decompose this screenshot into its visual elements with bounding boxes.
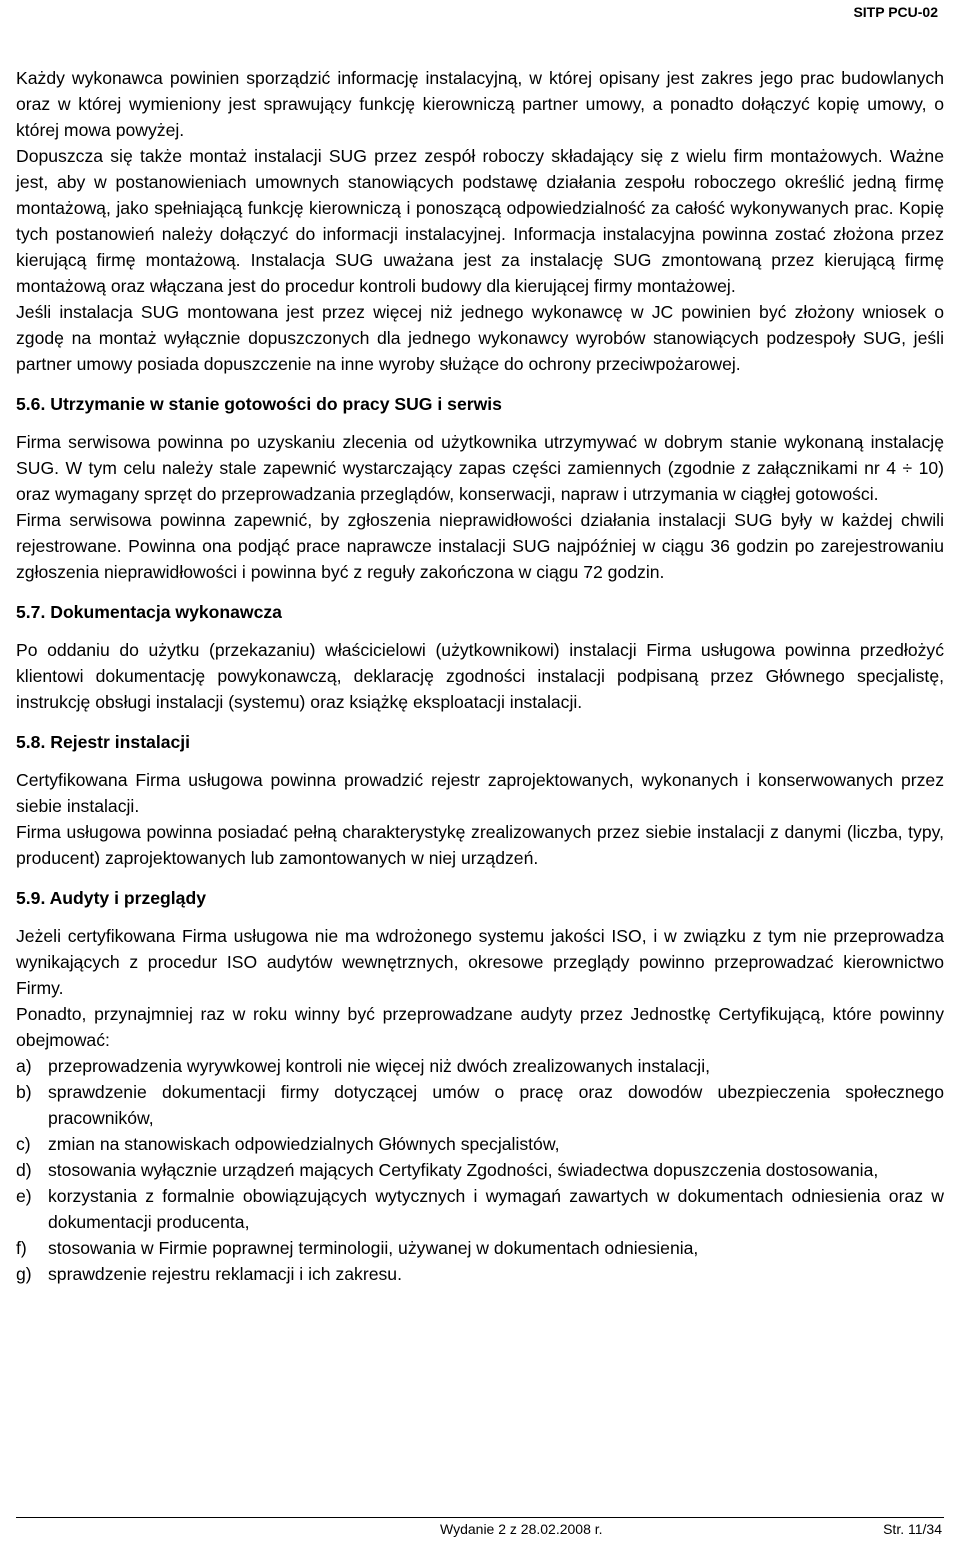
list-item bbox=[16, 1131, 944, 1157]
list-item-text: przeprowadzenia wyrywkowej kontroli nie więcej niż dwóch zrealizowanych instalacji, bbox=[48, 1056, 711, 1076]
list-item-label: g) bbox=[16, 1264, 32, 1284]
list-item-text: sprawdzenie dokumentacji firmy dotyczącej umów o pracę oraz dowodów ubezpieczenia społecznego pracowników, bbox=[48, 1082, 944, 1128]
list-item bbox=[16, 1261, 944, 1287]
paragraph: Firma serwisowa powinna po uzyskaniu zlecenia od użytkownika utrzymywać w dobrym stanie wykonaną instalację SUG. W tym celu należy stale zapewnić wystarczający zapas części zamiennych (zgodnie z załącznikami nr 4 ÷ 10) oraz wymagany sprzęt do przeprowadzania przeglądów, konserwacji, napraw i utrzymania w ciągłej gotowości. bbox=[16, 432, 944, 504]
list-item-label: a) bbox=[16, 1056, 32, 1076]
list-item bbox=[16, 1157, 944, 1183]
list-item-text: sprawdzenie rejestru reklamacji i ich zakresu. bbox=[48, 1264, 402, 1284]
paragraph: Po oddaniu do użytku (przekazaniu) właścicielowi (użytkownikowi) instalacji Firma usługowa powinna przedłożyć klientowi dokumentację powykonawczą, deklarację zgodności instalacji podpisaną przez Głównego specjalistę, instrukcję obsługi instalacji (systemu) oraz książkę eksploatacji instalacji. bbox=[16, 640, 944, 712]
list-item-label: b) bbox=[16, 1082, 32, 1102]
page-content bbox=[16, 65, 944, 1287]
list-item bbox=[16, 1053, 944, 1079]
footer-page-number: Str. 11/34 bbox=[883, 1521, 942, 1537]
paragraph: Firma usługowa powinna posiadać pełną charakterystykę zrealizowanych przez siebie instalacji z danymi (liczba, typy, producent) zaprojektowanych lub zamontowanych w niej urządzeń. bbox=[16, 822, 944, 868]
paragraph: Firma serwisowa powinna zapewnić, by zgłoszenia nieprawidłowości działania instalacji SUG były w każdej chwili rejestrowane. Powinna ona podjąć prace naprawcze instalacji SUG najpóźniej w ciągu 36 godzin po zarejestrowaniu zgłoszenia nieprawidłowości i powinna być z reguły zakończona w ciągu 72 godzin. bbox=[16, 510, 944, 582]
paragraph: Jeśli instalacja SUG montowana jest przez więcej niż jednego wykonawcę w JC powinien być złożony wniosek o zgodę na montaż wyłącznie dopuszczonych dla jednego wykonawcy wyrobów stanowiących podzespoły SUG, jeśli partner umowy posiada dopuszczenie na inne wyroby służące do ochrony przeciwpożarowej. bbox=[16, 302, 944, 374]
list-item bbox=[16, 1079, 944, 1131]
paragraph: Ponadto, przynajmniej raz w roku winny być przeprowadzane audyty przez Jednostkę Certyfikującą, które powinny obejmować: bbox=[16, 1004, 944, 1050]
list-item-text: korzystania z formalnie obowiązujących wytycznych i wymagań zawartych w dokumentach odniesienia oraz w dokumentacji producenta, bbox=[48, 1186, 944, 1232]
paragraph: Każdy wykonawca powinien sporządzić informację instalacyjną, w której opisany jest zakres jego prac budowlanych oraz w której wymieniony jest sprawujący funkcję kierowniczą partner umowy, a ponadto dołączyć kopię umowy, o której mowa powyżej. bbox=[16, 68, 944, 140]
list-item-text: stosowania wyłącznie urządzeń mających Certyfikaty Zgodności, świadectwa dopuszczenia dostosowania, bbox=[48, 1160, 879, 1180]
list-item-text: stosowania w Firmie poprawnej terminologii, używanej w dokumentach odniesienia, bbox=[48, 1238, 699, 1258]
paragraph: Dopuszcza się także montaż instalacji SUG przez zespół roboczy składający się z wielu firm montażowych. Ważne jest, aby w postanowieniach umownych stanowiących podstawę działania zespołu roboczego określić jedną firmę montażową, jako spełniającą funkcję kierowniczą i ponoszącą odpowiedzialność za całość wykonywanych prac. Kopię tych postanowień należy dołączyć do informacji instalacyjnej. Informacja instalacyjna powinna zostać złożona przez kierującą firmę montażową. Instalacja SUG uważana jest za instalację SUG zmontowaną przez kierującą firmę montażową oraz włączana jest do procedur kontroli budowy dla kierującej firmy montażowej. bbox=[16, 146, 944, 296]
section-heading-5-8: 5.8. Rejestr instalacji bbox=[16, 732, 191, 752]
footer-edition: Wydanie 2 z 28.02.2008 r. bbox=[440, 1521, 603, 1537]
list-item-label: d) bbox=[16, 1160, 32, 1180]
list-item-label: f) bbox=[16, 1238, 27, 1258]
audit-scope-list bbox=[16, 1053, 944, 1287]
section-heading-5-7: 5.7. Dokumentacja wykonawcza bbox=[16, 602, 282, 622]
document-code: SITP PCU-02 bbox=[853, 4, 938, 20]
section-heading-5-6: 5.6. Utrzymanie w stanie gotowości do pracy SUG i serwis bbox=[16, 394, 502, 414]
list-item-label: e) bbox=[16, 1186, 32, 1206]
section-heading-5-9: 5.9. Audyty i przeglądy bbox=[16, 888, 207, 908]
footer-divider bbox=[16, 1517, 944, 1518]
list-item bbox=[16, 1235, 944, 1261]
list-item bbox=[16, 1183, 944, 1235]
list-item-label: c) bbox=[16, 1134, 31, 1154]
list-item-text: zmian na stanowiskach odpowiedzialnych Głównych specjalistów, bbox=[48, 1134, 560, 1154]
paragraph: Jeżeli certyfikowana Firma usługowa nie ma wdrożonego systemu jakości ISO, i w związku z tym nie przeprowadza wynikających z procedur ISO audytów wewnętrznych, okresowe przeglądy powinno przeprowadzać kierownictwo Firmy. bbox=[16, 926, 944, 998]
paragraph: Certyfikowana Firma usługowa powinna prowadzić rejestr zaprojektowanych, wykonanych i konserwowanych przez siebie instalacji. bbox=[16, 770, 944, 816]
